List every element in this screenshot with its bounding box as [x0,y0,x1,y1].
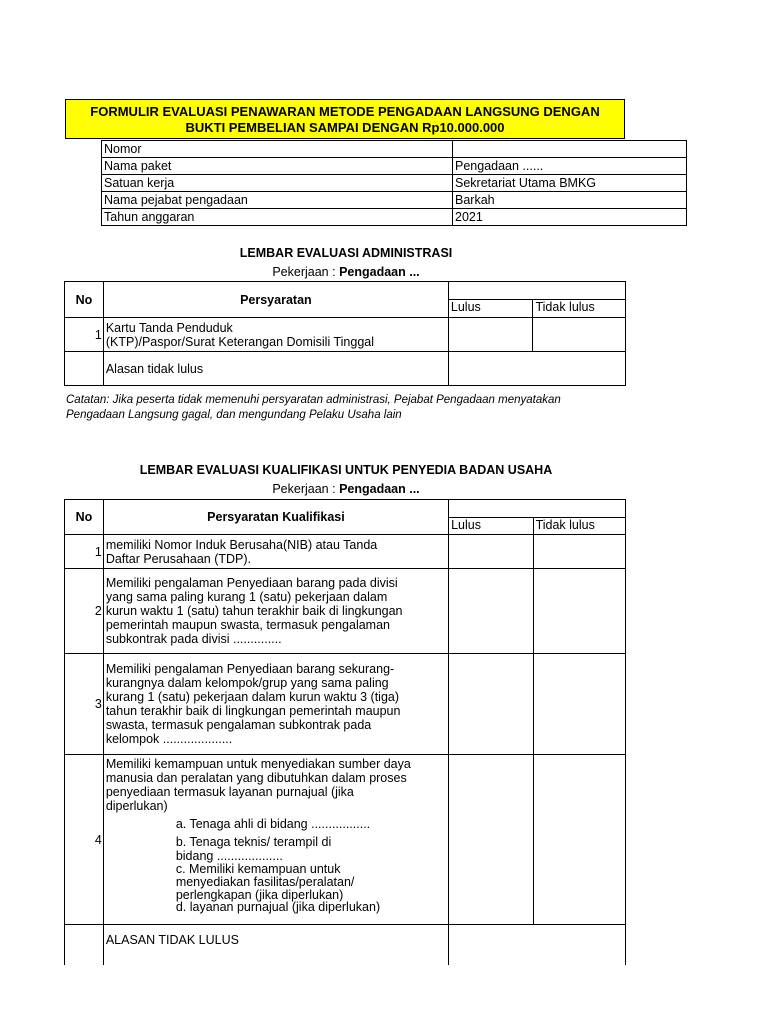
info-label: Nomor [102,141,453,158]
col-no-header: No [65,500,104,535]
row-number: 1 [65,535,104,569]
alasan-label: ALASAN TIDAK LULUS [103,925,448,965]
admin-pekerjaan [0,265,730,279]
tidak-lulus-cell[interactable] [533,318,626,352]
row-number: 4 [65,755,104,925]
requirement-line: Daftar Perusahaan (TDP). [105,551,252,566]
info-label: Nama paket [102,158,453,175]
table-row [65,925,626,965]
kualifikasi-pekerjaan [0,482,730,496]
info-value: Barkah [453,192,687,209]
alasan-cell[interactable] [449,925,626,965]
requirement-line: diperlukan) [105,799,168,813]
sub-item-c-cont: menyediakan fasilitas/peralatan/ [175,875,355,889]
sub-item-b: b. Tenaga teknis/ terampil di [175,835,332,849]
note-line: Pengadaan Langsung gagal, dan mengundang Pelaku Usaha lain [66,409,402,421]
col-tidak-lulus-header: Tidak lulus [533,300,626,318]
requirement-line: penyediaan termasuk layanan purnajual (jika [105,785,354,799]
requirement-line: Memiliki kemampuan untuk menyediakan sumber daya [105,757,411,771]
info-table [101,140,687,226]
col-result-header [448,282,625,300]
info-value: 2021 [453,209,687,226]
info-label: Nama pejabat pengadaan [102,192,453,209]
row-number: 2 [65,569,104,654]
sub-item-c-cont2: perlengkapan (jika diperlukan) [175,888,344,902]
requirement-line: (KTP)/Paspor/Surat Keterangan Domisili Tinggal [105,334,375,349]
sub-item-a: a. Tenaga ahli di bidang ................. [175,817,371,831]
col-tidak-lulus-header: Tidak lulus [533,518,625,535]
lulus-cell[interactable] [449,654,533,755]
table-row [65,755,626,925]
requirement-line: kurang 1 (satu) pekerjaan dalam kurun waktu 3 (tiga) [105,690,400,704]
pekerjaan-value: Pengadaan ... [339,265,420,279]
pekerjaan-label: Pekerjaan : [272,265,340,279]
col-persyaratan-header: Persyaratan [103,282,448,318]
lulus-cell[interactable] [449,569,533,654]
admin-note [66,393,666,423]
requirement-line: kurun waktu 1 (satu) tahun terakhir baik di lingkungan [105,604,403,618]
lulus-cell[interactable] [448,318,533,352]
info-label: Satuan kerja [102,175,453,192]
sub-item-d: d. layanan purnajual (jika diperlukan) [175,900,381,914]
alasan-label: Alasan tidak lulus [103,352,448,386]
tidak-lulus-cell[interactable] [533,569,625,654]
table-row [65,318,626,352]
requirement-line: subkontrak pada divisi .............. [105,632,282,646]
requirement-line: pemerintah maupun swasta, termasuk pengalaman [105,618,390,632]
admin-table [64,281,626,386]
table-row [65,535,626,569]
form-title [65,99,625,139]
sub-item-b-cont: bidang ................... [175,849,283,863]
tidak-lulus-cell[interactable] [533,535,625,569]
kualifikasi-table [64,499,626,965]
requirement-line: kurangnya dalam kelompok/grup yang sama paling [105,676,389,690]
requirement-text [103,654,448,755]
row-number: 3 [65,654,104,755]
info-value: Sekretariat Utama BMKG [453,175,687,192]
requirement-line: Memiliki pengalaman Penyediaan barang sekurang- [105,662,395,676]
info-value [453,141,687,158]
requirement-text [103,755,448,925]
pekerjaan-label: Pekerjaan : [272,482,340,496]
requirement-line: memiliki Nomor Induk Berusaha(NIB) atau Tanda [105,537,378,552]
tidak-lulus-cell[interactable] [533,755,625,925]
kualifikasi-section-title: LEMBAR EVALUASI KUALIFIKASI UNTUK PENYEDIA BADAN USAHA [139,463,553,477]
sub-item-c: c. Memiliki kemampuan untuk [175,862,341,876]
tidak-lulus-cell[interactable] [533,654,625,755]
col-persyaratan-header: Persyaratan Kualifikasi [103,500,448,535]
requirement-line: swasta, termasuk pengalaman subkontrak pada [105,718,372,732]
requirement-text [103,535,448,569]
lulus-cell[interactable] [449,755,533,925]
table-row [65,352,626,386]
alasan-cell[interactable] [448,352,625,386]
col-lulus-header: Lulus [449,518,533,535]
table-row [65,569,626,654]
requirement-line: Kartu Tanda Penduduk [105,320,233,335]
row-number [65,925,104,965]
col-no-header: No [65,282,104,318]
info-row-nomor [102,141,687,158]
row-number [65,352,104,386]
row-number: 1 [65,318,104,352]
requirement-line: kelompok .................... [105,732,233,746]
info-value: Pengadaan ...... [453,158,687,175]
table-row [65,654,626,755]
requirement-line: tahun terakhir baik di lingkungan pemerintah maupun [105,704,401,718]
requirement-line: yang sama paling kurang 1 (satu) pekerjaan dalam [105,590,388,604]
info-row-nama-paket [102,158,687,175]
note-line: Catatan: Jika peserta tidak memenuhi persyaratan administrasi, Pejabat Pengadaan menyatakan [66,394,561,406]
form-title-line1: FORMULIR EVALUASI PENAWARAN METODE PENGADAAN LANGSUNG DENGAN [90,104,600,119]
info-row-satuan-kerja [102,175,687,192]
form-title-line2: BUKTI PEMBELIAN SAMPAI DENGAN Rp10.000.000 [185,120,505,135]
requirement-line: manusia dan peralatan yang dibutuhkan dalam proses [105,771,407,785]
pekerjaan-value: Pengadaan ... [339,482,420,496]
admin-section-title: LEMBAR EVALUASI ADMINISTRASI [239,246,453,260]
info-label: Tahun anggaran [102,209,453,226]
requirement-text [103,318,448,352]
requirement-line: Memiliki pengalaman Penyediaan barang pada divisi [105,576,398,590]
lulus-cell[interactable] [449,535,533,569]
info-row-pejabat [102,192,687,209]
requirement-text [103,569,448,654]
col-result-header [449,500,626,518]
col-lulus-header: Lulus [448,300,533,318]
info-row-tahun [102,209,687,226]
